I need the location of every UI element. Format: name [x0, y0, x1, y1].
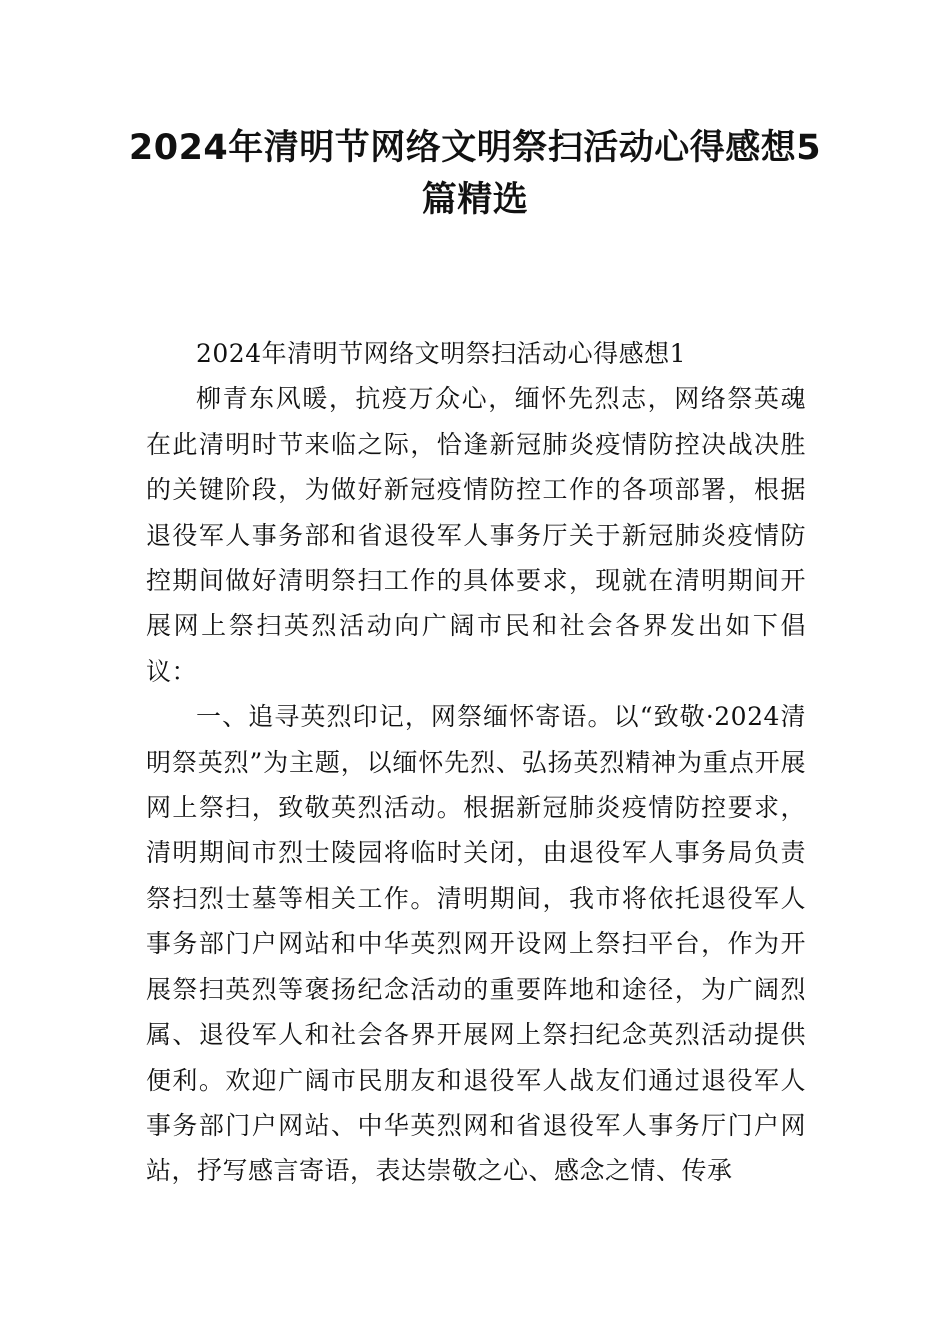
- document-body: [146, 331, 806, 1194]
- body-paragraph: 一、追寻英烈印记，网祭缅怀寄语。以“致敬·2024清明祭英烈”为主题，以缅怀先烈、弘扬英烈精神为重点开展网上祭扫，致敬英烈活动。根据新冠肺炎疫情防控要求，清明期间市烈士陵园将临时关闭，由退役军人事务局负责祭扫烈士墓等相关工作。清明期间，我市将依托退役军人事务部门户网站和中华英烈网开设网上祭扫平台，作为开展祭扫英烈等褒扬纪念活动的重要阵地和途径，为广阔烈属、退役军人和社会各界开展网上祭扫纪念英烈活动提供便利。欢迎广阔市民朋友和退役军人战友们通过退役军人事务部门户网站、中华英烈网和省退役军人事务厅门户网站，抒写感言寄语，表达崇敬之心、感念之情、传承: [146, 702, 806, 1186]
- body-paragraph: 柳青东风暖，抗疫万众心，缅怀先烈志，网络祭英魂在此清明时节来临之际，恰逢新冠肺炎疫情防控决战决胜的关键阶段，为做好新冠疫情防控工作的各项部署，根据退役军人事务部和省退役军人事务厅关于新冠肺炎疫情防控期间做好清明祭扫工作的具体要求，现就在清明期间开展网上祭扫英烈活动向广阔市民和社会各界发出如下倡议：: [146, 384, 806, 686]
- document-title: 2024年清明节网络文明祭扫活动心得感想5篇精选: [128, 128, 822, 220]
- section-heading: 2024年清明节网络文明祭扫活动心得感想1: [196, 339, 687, 368]
